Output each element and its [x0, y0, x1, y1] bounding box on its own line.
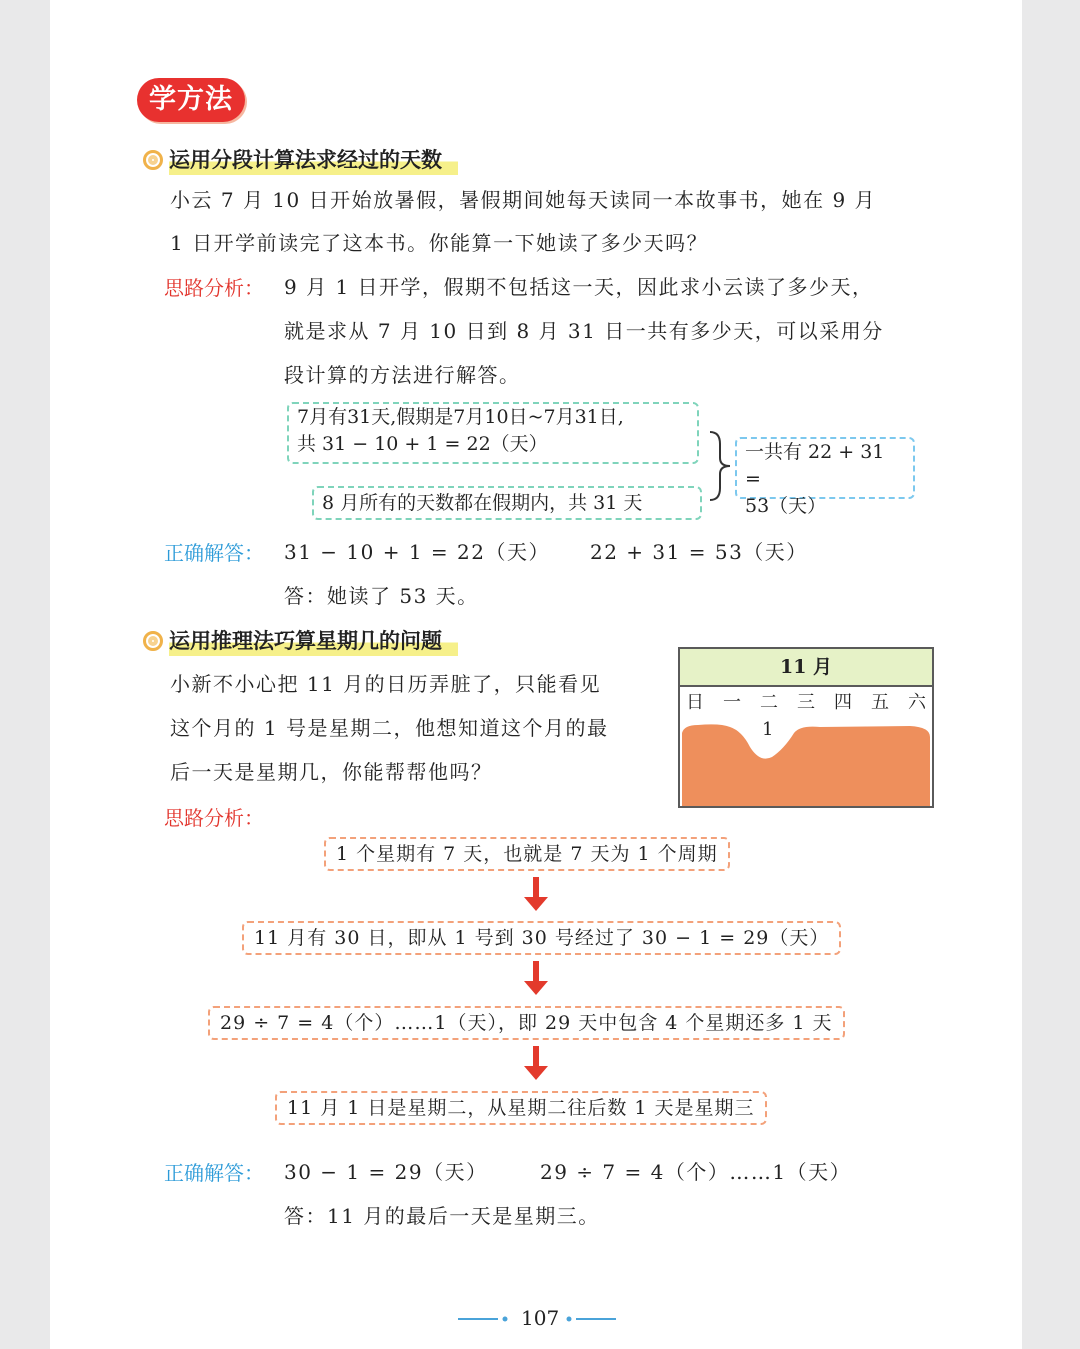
down-arrow-icon: [522, 961, 550, 997]
method-badge: 学方法: [137, 78, 245, 122]
section1-analysis-line2: 就是求从 7 月 10 日到 8 月 31 日一共有多少天，可以采用分: [284, 319, 884, 343]
section1-answer-eq2: 22 + 31 = 53（天）: [590, 540, 808, 564]
august-days-box: 8 月所有的天数都在假期内，共 31 天: [312, 486, 702, 520]
page-number-decoration-left: [458, 1314, 510, 1324]
page-number-decoration-right: [564, 1314, 616, 1324]
section1-problem-line2: 1 日开学前读完了这本书。你能算一下她读了多少天吗？: [170, 231, 709, 255]
july-box-line1: 7月有31天,假期是7月10日~7月31日,: [297, 406, 624, 428]
weekday-sat: 六: [908, 692, 926, 713]
section2-problem-line2: 这个月的 1 号是星期二，他想知道这个月的最: [170, 716, 609, 740]
calendar-weekdays: [686, 689, 926, 717]
section1-problem-line1: 小云 7 月 10 日开始放暑假，暑假期间她每天读同一本故事书，她在 9 月: [170, 188, 877, 212]
section2-title-text: 运用推理法巧算星期几的问题: [169, 626, 458, 656]
down-arrow-icon: [522, 877, 550, 913]
weekday-tue: 二: [760, 692, 778, 713]
section1-title: [143, 145, 458, 175]
calendar-stain: [680, 717, 932, 806]
july-box-line2: 共 31 − 10 + 1 = 22（天）: [297, 433, 548, 455]
section2-problem-line1: 小新不小心把 11 月的日历弄脏了，只能看见: [170, 672, 602, 696]
total-box-line1: 一共有 22 + 31 =: [745, 441, 885, 490]
section2-answer-text: 答：11 月的最后一天是星期三。: [284, 1204, 600, 1228]
section2-answer-label: 正确解答：: [164, 1161, 264, 1185]
section1-title-text: 运用分段计算法求经过的天数: [169, 145, 458, 175]
bullet-ring-icon: [143, 150, 163, 170]
section2-answer-eq1: 30 − 1 = 29（天）: [284, 1160, 488, 1184]
november-calendar: [678, 647, 934, 808]
weekday-thu: 四: [834, 692, 852, 713]
calendar-day-1: 1: [762, 719, 774, 740]
brace-icon: [706, 430, 736, 502]
section2-answer-eq2: 29 ÷ 7 = 4（个）……1（天）: [540, 1160, 852, 1184]
down-arrow-icon: [522, 1046, 550, 1082]
total-days-box: [735, 437, 915, 517]
section1-answer-text: 答：她读了 53 天。: [284, 584, 479, 608]
step-box-2: 11 月有 30 日，即从 1 号到 30 号经过了 30 − 1 = 29（天）: [242, 921, 841, 955]
section1-analysis-line1: 9 月 1 日开学，假期不包括这一天，因此求小云读了多少天，: [284, 275, 874, 299]
bullet-ring-icon: [143, 631, 163, 651]
section1-answer-label: 正确解答：: [164, 541, 264, 565]
step-box-4: 11 月 1 日是星期二，从星期二往后数 1 天是星期三: [275, 1091, 767, 1125]
july-days-box: [287, 402, 699, 464]
weekday-mon: 一: [723, 692, 741, 713]
step-box-1: 1 个星期有 7 天，也就是 7 天为 1 个周期: [324, 837, 730, 871]
weekday-fri: 五: [871, 692, 889, 713]
step-box-3: 29 ÷ 7 = 4（个）……1（天），即 29 天中包含 4 个星期还多 1 天: [208, 1006, 845, 1040]
section1-answer-eq1: 31 − 10 + 1 = 22（天）: [284, 540, 550, 564]
section2-title: [143, 626, 458, 656]
page-number: 107: [521, 1306, 560, 1330]
calendar-month: 11 月: [680, 649, 932, 687]
weekday-sun: 日: [686, 692, 704, 713]
total-box-line2: 53（天）: [745, 495, 827, 517]
section2-analysis-label: 思路分析：: [164, 806, 264, 830]
section2-problem-line3: 后一天是星期几，你能帮帮他吗？: [170, 760, 493, 784]
section1-analysis-line3: 段计算的方法进行解答。: [284, 363, 521, 387]
section1-analysis-label: 思路分析：: [164, 276, 264, 300]
weekday-wed: 三: [797, 692, 815, 713]
